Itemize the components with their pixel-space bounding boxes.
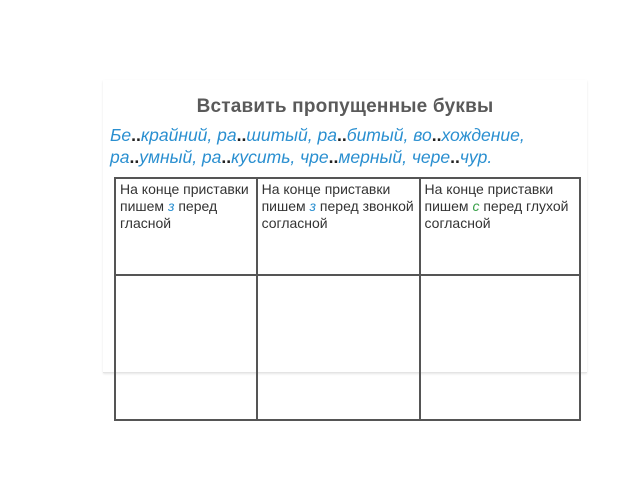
blank-dots: .. — [328, 147, 339, 167]
answer-cell-2[interactable] — [257, 275, 420, 420]
header-2-text-end: перед звонкой согласной — [261, 198, 414, 231]
header-1-text-end: перед гласной — [120, 198, 218, 231]
blank-dots: .. — [236, 125, 247, 145]
blank-dots: .. — [336, 125, 347, 145]
task-text — [110, 124, 586, 168]
rules-table — [114, 177, 581, 421]
header-1-letter: з — [167, 198, 175, 214]
table-header-row — [115, 178, 580, 275]
blank-dots: .. — [431, 125, 442, 145]
header-2-text: На конце приставки пишем — [261, 181, 391, 214]
table-answer-row — [115, 275, 580, 420]
header-cell-2 — [257, 178, 420, 275]
task-line-1: Бе..крайний, ра..шитый, ра..битый, во..хождение, — [110, 125, 525, 145]
answer-cell-1[interactable] — [115, 275, 257, 420]
blank-dots: .. — [221, 147, 232, 167]
answer-cell-3[interactable] — [420, 275, 580, 420]
header-3-letter: с — [472, 198, 480, 214]
header-3-text-end: перед глухой согласной — [424, 198, 569, 231]
blank-dots: .. — [129, 147, 140, 167]
task-line-2: ра..умный, ра..кусить, чре..мерный, чере..чур. — [110, 147, 493, 167]
header-cell-3 — [420, 178, 580, 275]
header-3-text: На конце приставки пишем — [424, 181, 554, 214]
header-cell-1 — [115, 178, 257, 275]
blank-dots: .. — [131, 125, 141, 145]
header-2-letter: з — [309, 198, 317, 214]
blank-dots: .. — [450, 147, 460, 167]
header-1-text: На конце приставки пишем — [120, 181, 249, 214]
exercise-title: Вставить пропущенные буквы — [196, 96, 494, 117]
exercise-card — [103, 80, 587, 373]
